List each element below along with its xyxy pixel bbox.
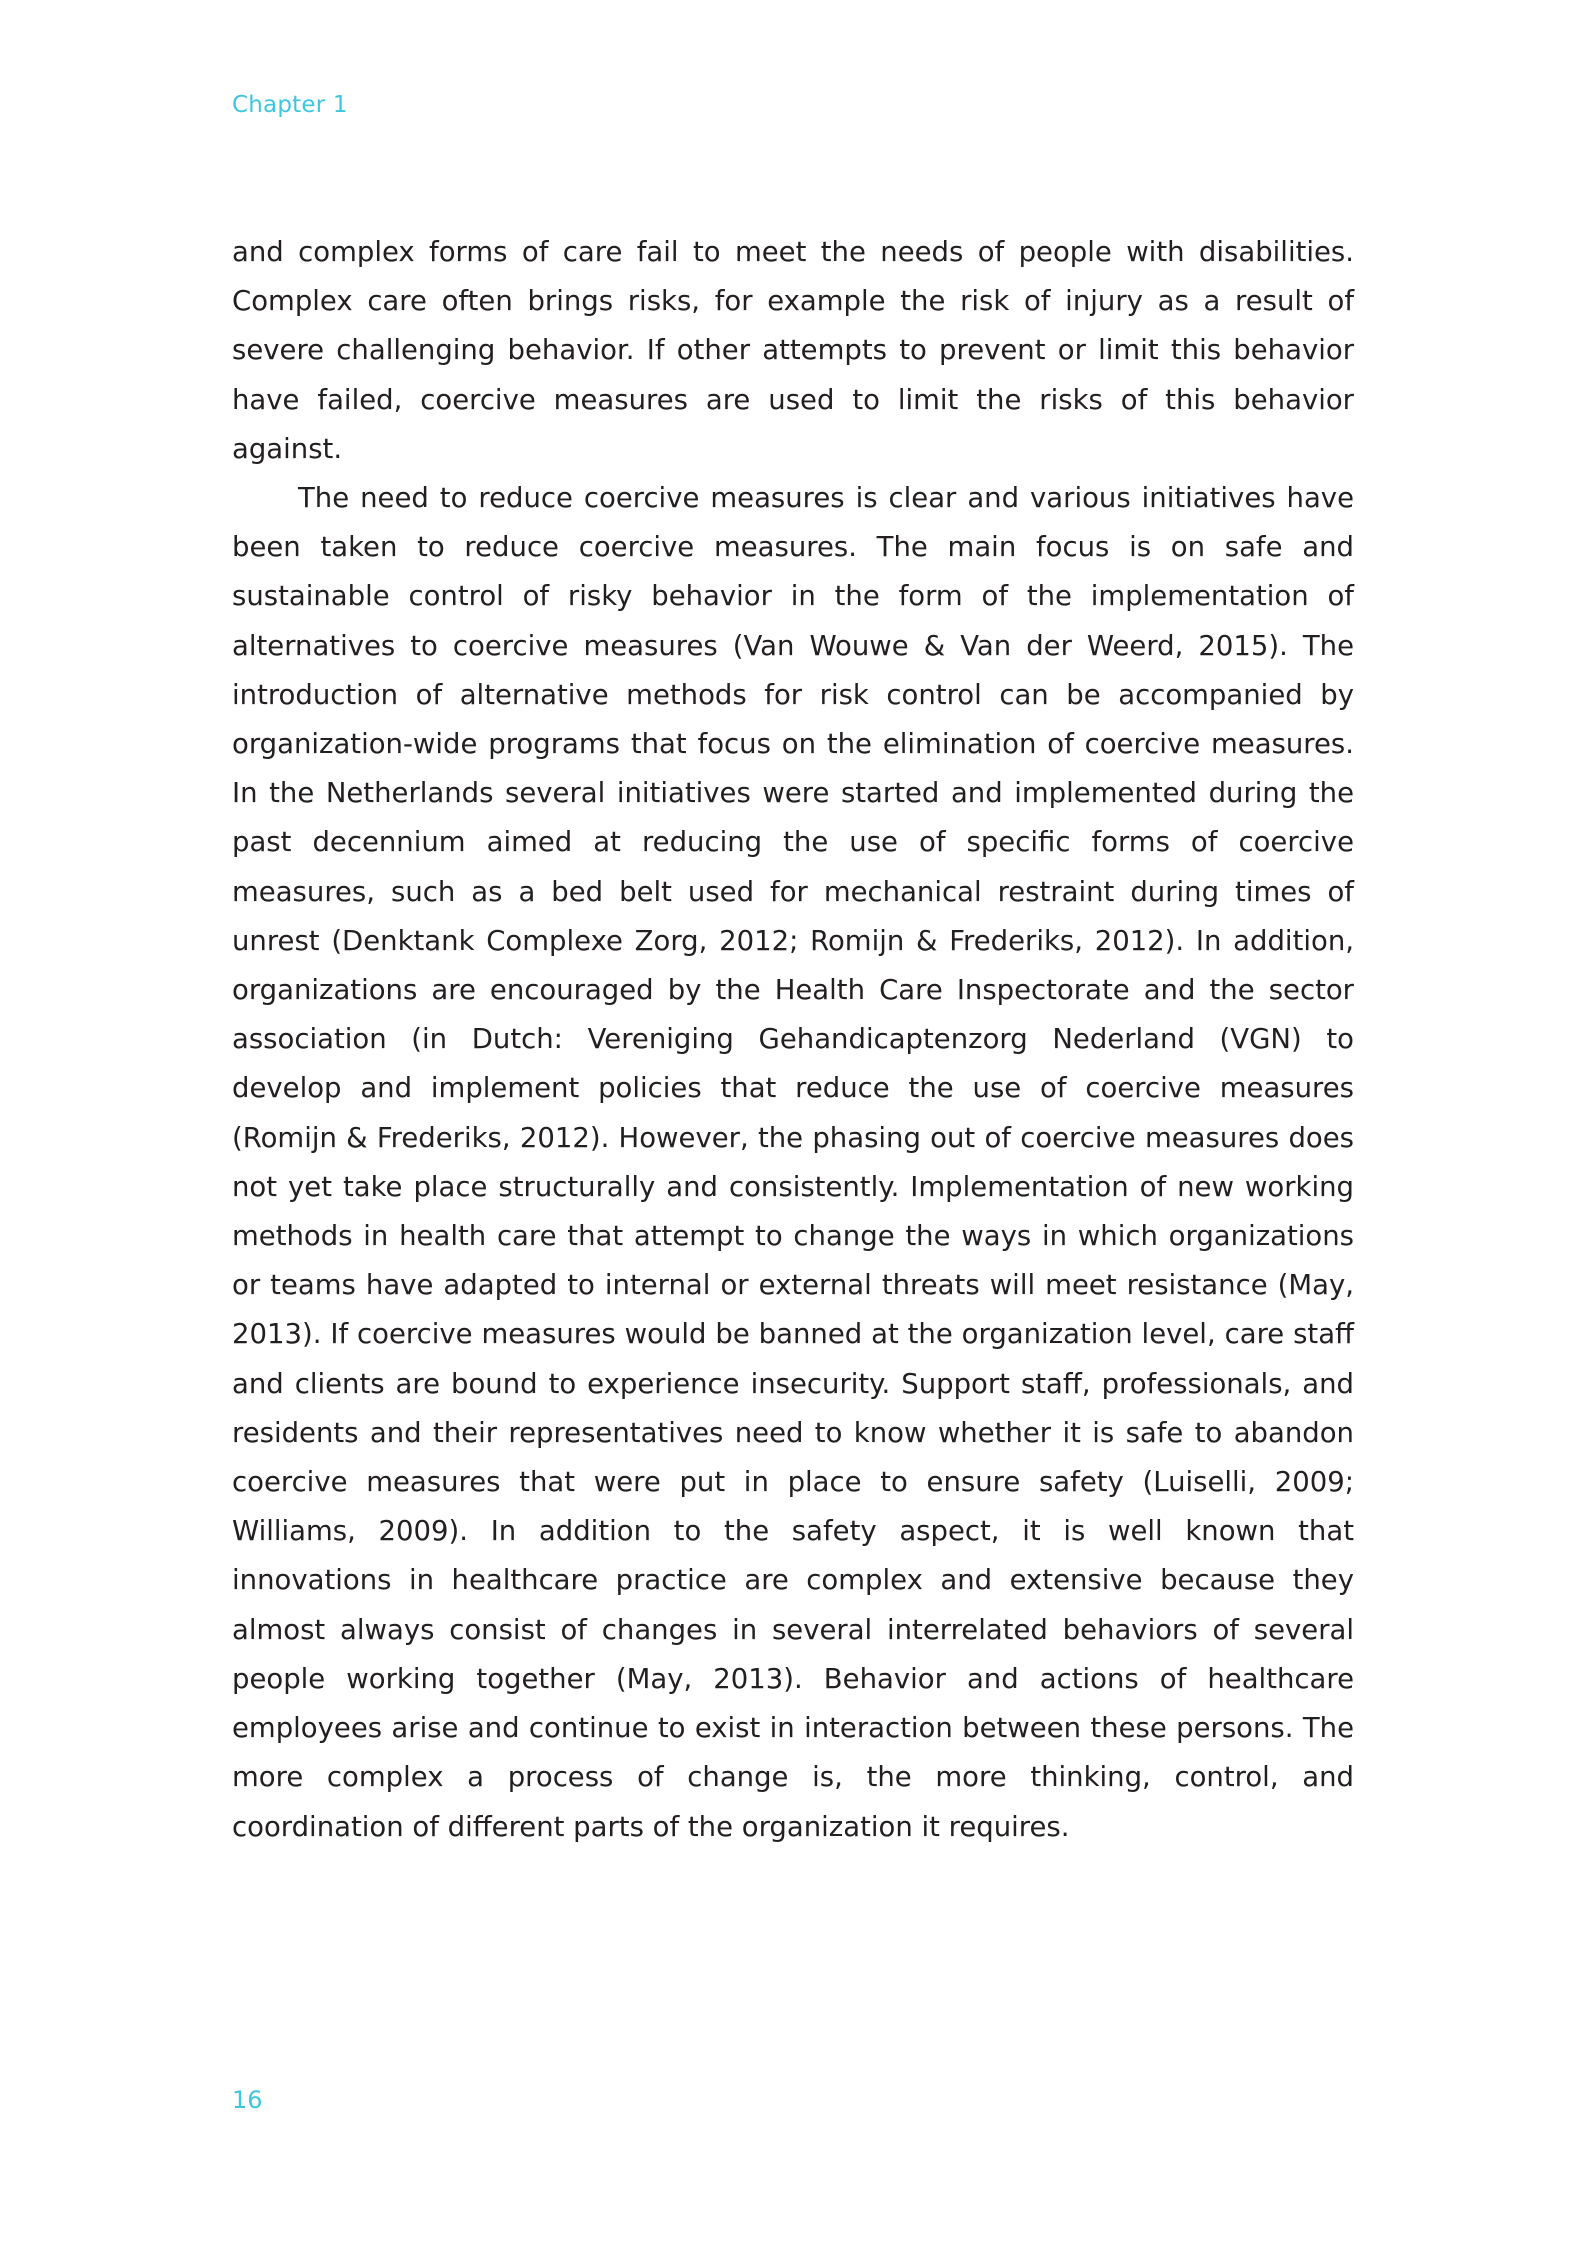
paragraph: The need to reduce coercive measures is clear and various initiatives have been taken to reduce coercive measures. The main focus is on safe and sustainable control of risky behavior in the form of the implementation of alternatives to coercive measures (Van Wouwe & Van der Weerd, 2015). The introduction of alternative methods for risk control can be accompanied by organization-wide programs that focus on the elimination of coercive measures. In the Netherlands several initiatives were started and implemented during the past decennium aimed at reducing the use of specific forms of coercive measures, such as a bed belt used for mechanical restraint during times of unrest (Denktank Complexe Zorg, 2012; Romijn & Frederiks, 2012). In addition, organizations are encouraged by the Health Care Inspectorate and the sector association (in Dutch: Vereniging Gehandicaptenzorg Nederland (VGN) to develop and implement policies that reduce the use of coercive measures (Romijn & Frederiks, 2012). However, the phasing out of coercive measures does not yet take place structurally and consistently. Implementation of new working methods in health care that attempt to change the ways in which organizations or teams have adapted to internal or external threats will meet resistance (May, 2013). If coercive measures would be banned at the organization level, care staff and clients are bound to experience insecurity. Support staff, professionals, and residents and their representatives need to know whether it is safe to abandon coercive measures that were put in place to ensure safety (Luiselli, 2009; Williams, 2009). In addition to the safety aspect, it is well known that innovations in healthcare practice are complex and extensive because they almost always consist of changes in several interrelated behaviors of several people working together (May, 2013). Behavior and actions of healthcare employees arise and continue to exist in interaction between these persons. The more complex a process of change is, the more thinking, control, and coordination of different parts of the organization it requires. [232, 482, 1354, 1843]
body-text-block [232, 228, 1354, 1852]
page-number: 16 [232, 2086, 263, 2114]
paragraph: and complex forms of care fail to meet the needs of people with disabilities. Complex care often brings risks, for example the risk of injury as a result of severe challenging behavior. If other attempts to prevent or limit this behavior have failed, coercive measures are used to limit the risks of this behavior against. [232, 236, 1354, 465]
running-head-chapter: Chapter 1 [232, 92, 348, 118]
